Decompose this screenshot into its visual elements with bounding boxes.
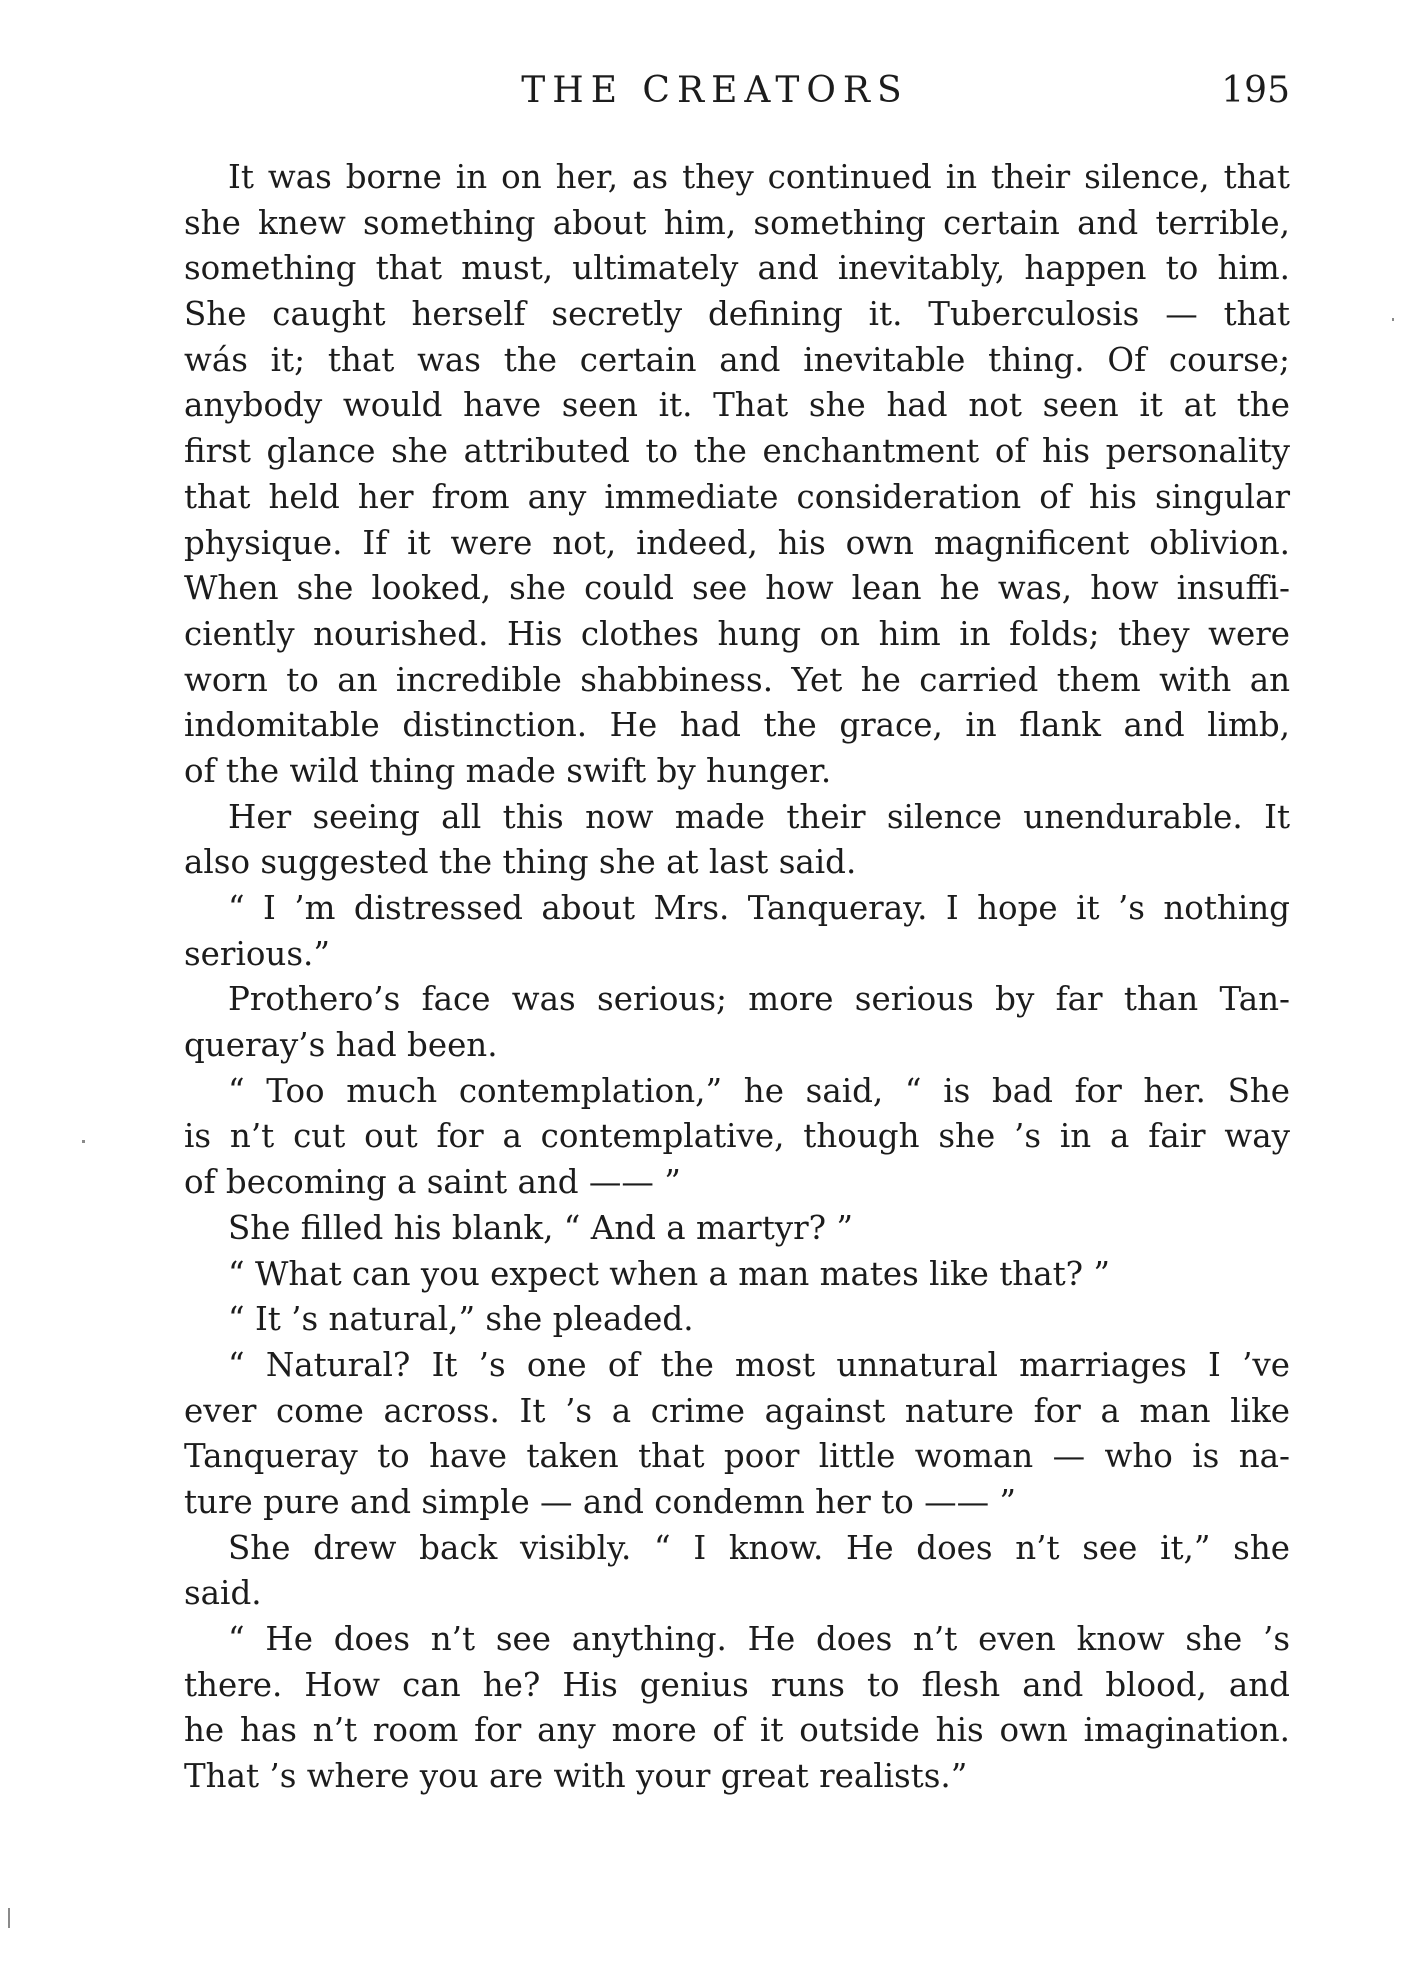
paragraph xyxy=(140,1343,1290,1526)
page-number: 195 xyxy=(1221,70,1290,111)
paragraph xyxy=(140,155,1290,795)
text-line: is n’t cut out for a contemplative, though she ’s in a fair way xyxy=(184,1117,1290,1156)
text-line: said. xyxy=(184,1574,262,1613)
text-line: “ Natural? It ’s one of the most unnatural marriages I ’ve xyxy=(228,1345,1290,1384)
text-line: there. How can he? His genius runs to flesh and blood, and xyxy=(184,1665,1290,1704)
text-line: she knew something about him, something certain and terrible, xyxy=(184,203,1290,242)
text-line: also suggested the thing she at last said. xyxy=(184,843,857,882)
paragraph xyxy=(140,1526,1290,1617)
text-line: indomitable distinction. He had the grace, in flank and limb, xyxy=(184,706,1290,745)
text-line: “ He does n’t see anything. He does n’t even know she ’s xyxy=(228,1620,1290,1658)
text-line: That ’s where you are with your great realists.” xyxy=(184,1757,968,1796)
text-line: “ Too much contemplation,” he said, “ is bad for her. She xyxy=(228,1071,1290,1110)
text-line: Tanqueray to have taken that poor little woman — who is na- xyxy=(184,1437,1290,1476)
paragraph xyxy=(140,1206,1290,1252)
text-line: physique. If it were not, indeed, his own magnificent oblivion. xyxy=(184,523,1290,562)
paragraph xyxy=(140,1297,1290,1343)
text-line: She drew back visibly. “ I know. He does n’t see it,” she xyxy=(228,1528,1290,1567)
paragraph xyxy=(140,1252,1290,1298)
text-line: She filled his blank, “ And a martyr? ” xyxy=(228,1208,854,1247)
text-line: first glance she attributed to the enchantment of his personality xyxy=(184,432,1290,471)
text-line: “ I ’m distressed about Mrs. Tanqueray. I hope it ’s nothing xyxy=(228,889,1290,927)
paragraph xyxy=(140,795,1290,886)
text-line: worn to an incredible shabbiness. Yet he carried them with an xyxy=(184,660,1290,699)
text-line: ture pure and simple — and condemn her to —— ” xyxy=(184,1482,1017,1521)
paragraph xyxy=(140,1069,1290,1206)
scan-speck xyxy=(8,1908,10,1928)
text-line: She caught herself secretly defining it. Tuberculosis — that xyxy=(184,295,1290,334)
text-line: When she looked, she could see how lean he was, how insuffi- xyxy=(184,569,1290,608)
scan-speck xyxy=(82,1140,85,1143)
text-line: It was borne in on her, as they continued in their silence, that xyxy=(228,158,1290,196)
text-line: Her seeing all this now made their silence unendurable. It xyxy=(228,797,1290,836)
text-line: Prothero’s face was serious; more serious by far than Tan- xyxy=(228,980,1290,1019)
text-line: wás it; that was the certain and inevitable thing. Of course; xyxy=(184,340,1290,379)
paragraph xyxy=(140,1617,1290,1800)
paragraph xyxy=(140,886,1290,977)
text-line: of the wild thing made swift by hunger. xyxy=(184,751,832,790)
text-line: serious.” xyxy=(184,934,330,973)
text-line: he has n’t room for any more of it outside his own imagination. xyxy=(184,1711,1290,1750)
paragraph xyxy=(140,977,1290,1068)
text-line: queray’s had been. xyxy=(184,1026,498,1065)
text-line: “ It ’s natural,” she pleaded. xyxy=(228,1300,694,1339)
text-line: ever come across. It ’s a crime against nature for a man like xyxy=(184,1391,1290,1430)
running-head xyxy=(140,70,1290,120)
text-line: of becoming a saint and —— ” xyxy=(184,1163,681,1202)
text-line: anybody would have seen it. That she had not seen it at the xyxy=(184,386,1290,425)
scan-speck xyxy=(1392,318,1394,321)
text-line: ciently nourished. His clothes hung on him in folds; they were xyxy=(184,614,1290,653)
text-line: “ What can you expect when a man mates like that? ” xyxy=(228,1254,1111,1293)
text-line: that held her from any immediate consideration of his singular xyxy=(184,477,1290,516)
text-line: something that must, ultimately and inevitably, happen to him. xyxy=(184,249,1290,288)
running-title: THE CREATORS xyxy=(521,70,909,111)
body-text xyxy=(140,155,1290,1800)
